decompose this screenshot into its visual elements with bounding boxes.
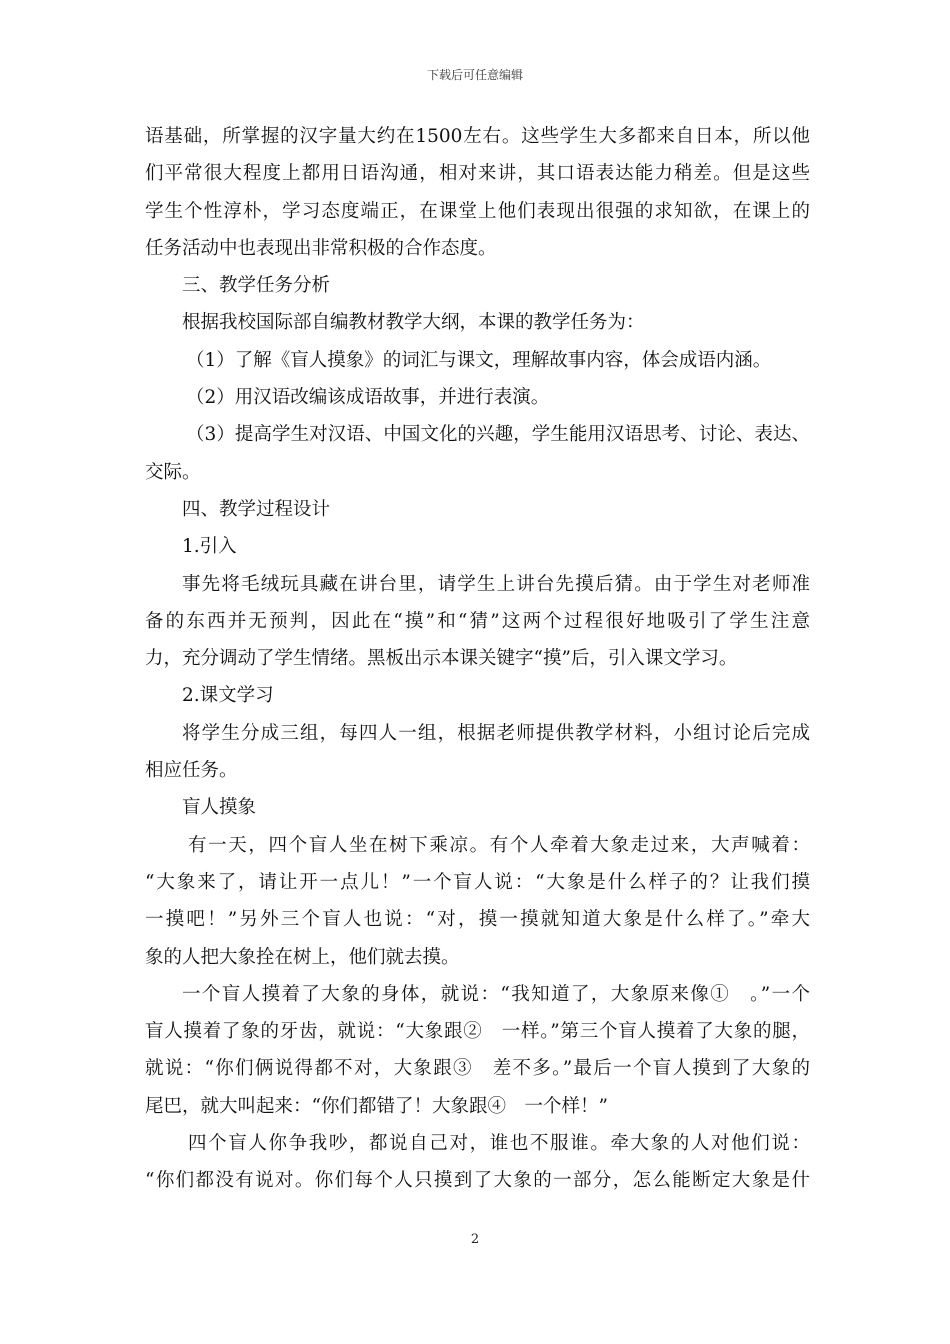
list-item: （3）提高学生对汉语、中国文化的兴趣，学生能用汉语思考、讨论、表达、	[186, 424, 810, 446]
paragraph-line: 任务活动中也表现出非常积极的合作态度。	[145, 237, 497, 259]
paragraph-line: 一摸吧！”另外三个盲人也说：“对，摸一摸就知道大象是什么样了。”牵大	[145, 909, 810, 931]
list-item: （1）了解《盲人摸象》的词汇与课文，理解故事内容，体会成语内涵。	[186, 349, 772, 371]
section-heading: 三、教学任务分析	[182, 275, 331, 297]
paragraph-line: 语基础，所掌握的汉字量大约在1500左右。这些学生大多都来自日本，所以他	[145, 126, 810, 147]
page-number: 2	[470, 1232, 480, 1247]
paragraph-line: “大象来了，请让开一点儿！”一个盲人说：“大象是什么样子的？让我们摸	[145, 871, 810, 893]
page-header: 下载后可任意编辑	[426, 68, 523, 82]
subsection-heading: 1.引入	[182, 536, 237, 558]
paragraph-line: 盲人摸着了象的牙齿，就说：“大象跟② 一样。”第三个盲人摸着了大象的腿，	[145, 1021, 810, 1043]
document-body	[145, 118, 810, 1200]
list-item: （2）用汉语改编该成语故事，并进行表演。	[186, 387, 550, 409]
paragraph-line: 就说：“你们俩说得都不对，大象跟③ 差不多。”最后一个盲人摸到了大象的	[145, 1058, 810, 1080]
section-heading: 四、教学过程设计	[182, 498, 331, 520]
subsection-heading: 2.课文学习	[182, 685, 274, 707]
paragraph-line: 备的东西并无预判，因此在“摸”和“猜”这两个过程很好地吸引了学生注意	[145, 610, 810, 632]
paragraph-line: 将学生分成三组，每四人一组，根据老师提供教学材料，小组讨论后完成	[182, 722, 810, 744]
paragraph-line: 相应任务。	[145, 760, 238, 782]
paragraph-line: 交际。	[145, 461, 201, 483]
paragraph-line: 尾巴，就大叫起来：“你们都错了！大象跟④ 一个样！”	[145, 1095, 608, 1117]
paragraph-line: 四个盲人你争我吵，都说自己对，谁也不服谁。牵大象的人对他们说：	[188, 1133, 810, 1155]
paragraph-line: 学生个性淳朴，学习态度端正，在课堂上他们表现出很强的求知欲，在课上的	[145, 200, 810, 222]
paragraph-line: 力，充分调动了学生情绪。黑板出示本课关键字“摸”后，引入课文学习。	[145, 648, 738, 670]
paragraph-line: 根据我校国际部自编教材教学大纲，本课的教学任务为：	[182, 312, 645, 334]
paragraph-line: “你们都没有说对。你们每个人只摸到了大象的一部分，怎么能断定大象是什	[145, 1170, 810, 1192]
story-title: 盲人摸象	[182, 797, 257, 819]
paragraph-line: 有一天，四个盲人坐在树下乘凉。有个人牵着大象走过来，大声喊着：	[188, 834, 810, 856]
paragraph-line: 一个盲人摸着了大象的身体，就说：“我知道了，大象原来像① 。”一个	[182, 983, 810, 1005]
paragraph-line: 事先将毛绒玩具藏在讲台里，请学生上讲台先摸后猜。由于学生对老师准	[182, 573, 810, 595]
paragraph-line: 们平常很大程度上都用日语沟通，相对来讲，其口语表达能力稍差。但是这些	[145, 163, 810, 185]
paragraph-line: 象的人把大象拴在树上，他们就去摸。	[145, 946, 460, 968]
